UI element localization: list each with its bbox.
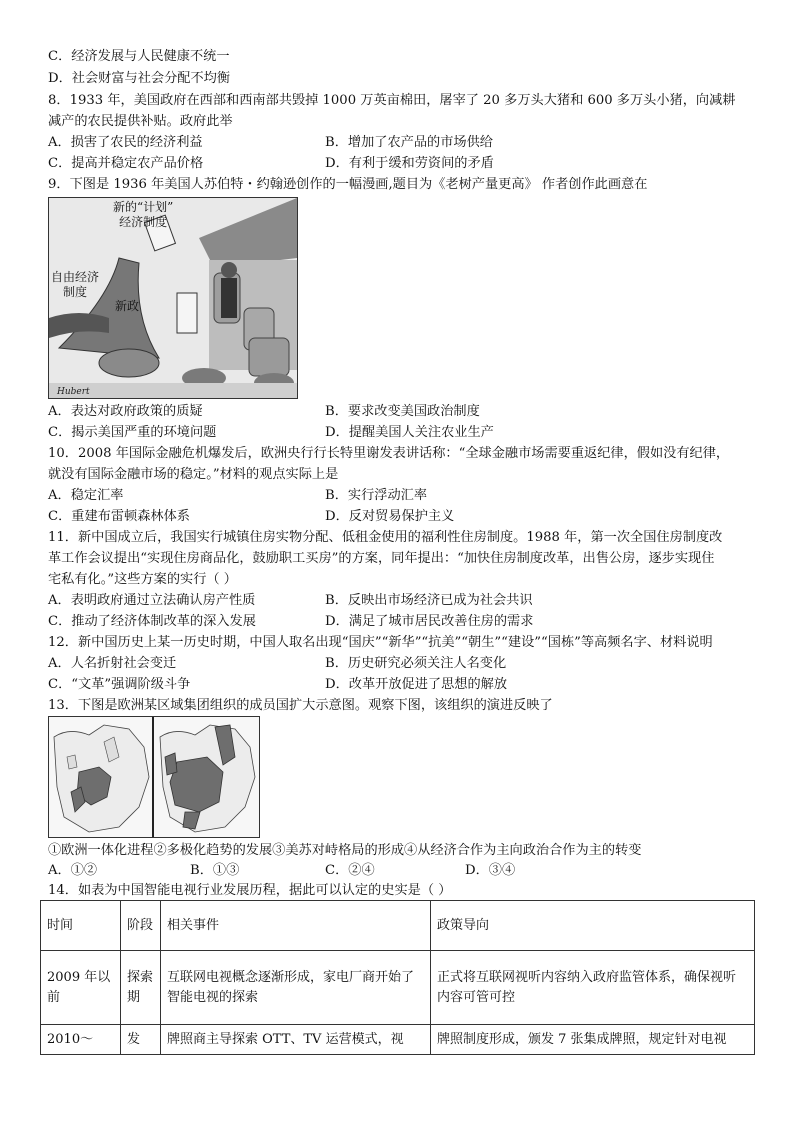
header-policy: 政策导向: [431, 901, 755, 951]
table-row: [41, 951, 755, 1025]
q9-option-b[interactable]: B．要求改变美国政治制度: [325, 404, 480, 419]
cartoon-label-newdeal: 新政: [115, 299, 140, 313]
q11-option-a[interactable]: A．表明政府通过立法确认房产性质: [48, 593, 256, 608]
q11-option-c[interactable]: C．推动了经济体制改革的深入发展: [48, 614, 256, 629]
q11-option-d[interactable]: D．满足了城市居民改善住房的需求: [325, 614, 534, 629]
header-time: 时间: [41, 901, 121, 951]
cartoon-label-free-line1: 自由经济: [51, 270, 100, 284]
q9-option-c[interactable]: C．揭示美国严重的环境问题: [48, 425, 217, 440]
cartoon-label-free-line2: 制度: [63, 285, 88, 299]
q11-stem-line1: 11．新中国成立后，我国实行城镇住房实物分配、低租金使用的福利性住房制度。1988 年，第一次全国住房制度改: [48, 530, 723, 545]
europe-map-drawing: [49, 717, 259, 837]
q8-stem-line2: 减产的农民提供补贴。政府此举: [48, 114, 233, 129]
q12-stem: 12．新中国历史上某一历史时期，中国人取名出现“国庆”“新华”“抗美”“朝生”“建设”“国栋”等高频名字、材料说明: [48, 635, 713, 650]
header-stage: 阶段: [121, 901, 161, 951]
cell-policy: 正式将互联网视听内容纳入政府监管体系，确保视听内容可管可控: [431, 951, 755, 1025]
q13-option-a[interactable]: A．①②: [48, 863, 98, 878]
cell-time: 2009 年以前: [41, 951, 121, 1025]
q14-stem: 14．如表为中国智能电视行业发展历程，据此可以认定的史实是（ ）: [48, 883, 452, 898]
q10-option-b[interactable]: B．实行浮动汇率: [325, 488, 428, 503]
q9-option-a[interactable]: A．表达对政府政策的质疑: [48, 404, 203, 419]
q11-option-b[interactable]: B．反映出市场经济已成为社会共识: [325, 593, 533, 608]
q7-option-c: C．经济发展与人民健康不统一: [48, 49, 230, 64]
q10-stem-line2: 就没有国际金融市场的稳定。”材料的观点实际上是: [48, 467, 339, 482]
q12-option-d[interactable]: D．改革开放促进了思想的解放: [325, 677, 508, 692]
cell-event: 牌照商主导探索 OTT、TV 运营模式，视: [161, 1025, 431, 1055]
q8-option-a[interactable]: A．损害了农民的经济利益: [48, 135, 203, 150]
q12-option-b[interactable]: B．历史研究必须关注人名变化: [325, 656, 507, 671]
cell-event: 互联网电视概念逐渐形成，家电厂商开始了智能电视的探索: [161, 951, 431, 1025]
cartoon-label-plan-line1: 新的“计划”: [113, 200, 174, 214]
q10-option-d[interactable]: D．反对贸易保护主义: [325, 509, 455, 524]
q13-items: ①欧洲一体化进程②多极化趋势的发展③美苏对峙格局的形成④从经济合作为主向政治合作为主的转变: [48, 843, 642, 858]
cell-policy: 牌照制度形成，颁发 7 张集成牌照，规定针对电视: [431, 1025, 755, 1055]
q8-option-b[interactable]: B．增加了农产品的市场供给: [325, 135, 493, 150]
q10-option-a[interactable]: A．稳定汇率: [48, 488, 124, 503]
smart-tv-history-table: [40, 900, 755, 1055]
q12-option-a[interactable]: A．人名折射社会变迁: [48, 656, 177, 671]
cell-stage: 探索期: [121, 951, 161, 1025]
q11-stem-line2: 革工作会议提出“实现住房商品化，鼓励职工买房”的方案，同年提出：“加快住房制度改革，出售公房，逐步实现住: [48, 551, 715, 566]
q8-option-d[interactable]: D．有利于缓和劳资间的矛盾: [325, 156, 494, 171]
q8-option-c[interactable]: C．提高并稳定农产品价格: [48, 156, 204, 171]
q12-option-c[interactable]: C．“文革”强调阶级斗争: [48, 677, 191, 692]
cell-stage: 发: [121, 1025, 161, 1055]
cartoon-label-plan-line2: 经济制度: [119, 215, 168, 229]
header-event: 相关事件: [161, 901, 431, 951]
q9-option-d[interactable]: D．提醒美国人关注农业生产: [325, 425, 494, 440]
table-row: [41, 1025, 755, 1055]
q13-option-d[interactable]: D．③④: [465, 863, 516, 878]
q8-stem-line1: 8．1933 年，美国政府在西部和西南部共毁掉 1000 万英亩棉田，屠宰了 20 多万头大猪和 600 多万头小猪，向减耕: [48, 93, 736, 108]
q10-stem-line1: 10．2008 年国际金融危机爆发后，欧洲央行行长特里谢发表讲话称：“全球金融市场需要重返纪律，假如没有纪律，: [48, 446, 730, 461]
q10-option-c[interactable]: C．重建布雷顿森林体系: [48, 509, 190, 524]
q9-stem: 9．下图是 1936 年美国人苏伯特・约翰逊创作的一幅漫画,题目为《老树产量更高》 作者创作此画意在: [48, 177, 648, 192]
cell-time: 2010～: [41, 1025, 121, 1055]
q7-option-d: D．社会财富与社会分配不均衡: [48, 71, 231, 86]
table-header-row: [41, 901, 755, 951]
q13-option-b[interactable]: B．①③: [190, 863, 240, 878]
cartoon-label-free: [51, 270, 99, 300]
cartoon-label-plan: [113, 200, 173, 230]
svg-text:Hubert: Hubert: [57, 387, 90, 397]
cartoon-image: [48, 197, 298, 399]
europe-map-image: [48, 716, 260, 838]
q13-option-c[interactable]: C．②④: [325, 863, 375, 878]
q11-stem-line3: 宅私有化。”这些方案的实行（ ）: [48, 572, 237, 587]
q13-stem: 13．下图是欧洲某区域集团组织的成员国扩大示意图。观察下图，该组织的演进反映了: [48, 698, 553, 713]
